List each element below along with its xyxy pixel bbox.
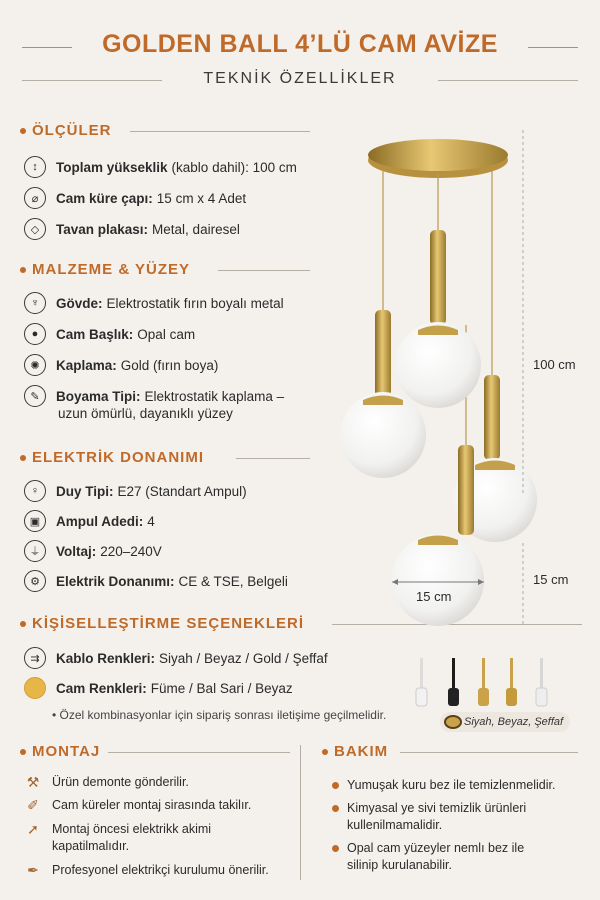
section-olculer: ÖLÇÜLER: [20, 122, 112, 139]
white-cable-swatch: [416, 658, 427, 706]
spec-value: Siyah / Beyaz / Gold / Şeffaf: [159, 650, 328, 666]
spec-row: [24, 677, 293, 699]
spec-label: Duy Tipi:: [56, 483, 114, 499]
section-rule: [108, 752, 290, 753]
height-icon: ↕: [24, 156, 46, 178]
spec-label: Tavan plakası:: [56, 221, 149, 237]
pen-icon: ✒: [27, 862, 39, 878]
spec-label: Elektrik Donanımı:: [56, 573, 175, 589]
section-malzeme: MALZEME & YÜZEY: [20, 261, 190, 278]
bakim-item: Opal cam yüzeyler nemlı bez ile silinip kurulanabilir.: [332, 840, 524, 874]
chandelier-illustration: [330, 125, 590, 635]
body-icon: ♆: [24, 292, 46, 314]
plug-icon: ➚: [27, 821, 39, 837]
bulb-count-icon: ▣: [24, 510, 46, 532]
spec-label: Ampul Adedi:: [56, 513, 144, 529]
glass-icon: ●: [24, 323, 46, 345]
section-rule: [400, 752, 578, 753]
wrench-icon: ⚒: [26, 774, 40, 790]
voltage-icon: ⏚: [24, 540, 46, 562]
pendant-rod: [430, 230, 446, 325]
spec-value: E27 (Standart Ampul): [117, 483, 247, 499]
spec-row: [24, 385, 284, 407]
cable-swatches: [410, 652, 560, 712]
montaj-item: ➚ Montaj öncesi elektrikk akimi kapatilmalıdır.: [24, 821, 211, 855]
plate-icon: ◇: [24, 218, 46, 240]
spec-value: Opal cam: [137, 326, 196, 342]
gold-cable-swatch-2: [506, 658, 517, 706]
spec-label: Gövde:: [56, 295, 103, 311]
screwdriver-icon: ✐: [27, 797, 39, 813]
spec-value: 220–240V: [100, 543, 162, 559]
montaj-item: ✐ Cam küreler montaj sirasında takilır.: [24, 797, 251, 814]
spec-label: Toplam yükseklik: [56, 159, 168, 175]
pendant-rod: [375, 310, 391, 400]
section-montaj: MONTAJ: [20, 743, 100, 760]
pendant-rod: [484, 375, 500, 460]
spec-value: Gold (fırın boya): [120, 357, 219, 373]
section-rule: [130, 131, 310, 132]
spec-row: [24, 540, 162, 562]
pendant-rod: [458, 445, 474, 535]
bullet-icon: [332, 845, 339, 852]
bakim-item: Yumuşak kuru bez ile temizlenmelidir.: [332, 777, 555, 794]
certificate-icon: ⚙: [24, 570, 46, 592]
spec-row: [24, 647, 328, 669]
swatch-caption: Siyah, Beyaz, Şeffaf: [464, 716, 564, 728]
montaj-item: ⚒ Ürün demonte gönderilir.: [24, 774, 189, 791]
globe: [392, 534, 484, 626]
glass-color-icon: [24, 677, 46, 699]
section-bakim: BAKIM: [322, 743, 388, 760]
spec-value-continued: uzun ömürlü, dayanıklı yüzey: [58, 406, 233, 421]
spec-value: 4: [147, 513, 155, 529]
spec-label: Kablo Renkleri:: [56, 650, 156, 666]
spec-row: [24, 187, 246, 209]
custom-note: • Özel kombinasyonlar için sipariş sonrası iletişime geçilmelidir.: [52, 708, 387, 722]
black-cable-swatch: [448, 658, 459, 706]
section-rule: [218, 270, 310, 271]
coating-icon: ✺: [24, 354, 46, 376]
page-subtitle: TEKNİK ÖZELLİKLER: [203, 70, 397, 87]
spec-label: Cam Renkleri:: [56, 680, 147, 696]
spec-row: [24, 480, 247, 502]
diameter-icon: ⌀: [24, 187, 46, 209]
spec-label: Kaplama:: [56, 357, 117, 373]
spec-row: [24, 354, 218, 376]
column-divider: [300, 745, 301, 880]
spec-value: (kablo dahil): 100 cm: [171, 159, 297, 175]
spec-value: Elektrostatik fırın boyalı metal: [106, 295, 284, 311]
paint-icon: ✎: [24, 385, 46, 407]
spec-value: 15 cm x 4 Adet: [156, 190, 247, 206]
gold-cable-swatch: [478, 658, 489, 706]
spec-row: [24, 510, 155, 532]
globe-swatch-icon: [444, 715, 462, 729]
spec-label: Cam Başlık:: [56, 326, 134, 342]
spec-value: Füme / Bal Sari / Beyaz: [150, 680, 293, 696]
spec-label: Voltaj:: [56, 543, 97, 559]
globe-height-label: 15 cm: [533, 572, 569, 587]
bakim-item: Kimyasal ye sivi temizlik ürünleri kullenilmamalidir.: [332, 800, 526, 834]
spec-row: [24, 292, 284, 314]
spec-row: [24, 218, 240, 240]
height-dimension-label: 100 cm: [533, 357, 576, 372]
globe-width-label: 15 cm: [416, 589, 452, 604]
clear-cable-swatch: [536, 658, 547, 706]
spec-value: Metal, dairesel: [152, 221, 240, 237]
bullet-icon: [332, 805, 339, 812]
spec-value: CE & TSE, Belgeli: [178, 573, 288, 589]
spec-label: Boyama Tipi:: [56, 388, 141, 404]
montaj-item: ✒ Profesyonel elektrikçi kurulumu önerilir.: [24, 862, 269, 879]
spec-value: Elektrostatik kaplama –: [144, 388, 285, 404]
bulb-icon: ♀: [24, 480, 46, 502]
cable-icon: ⇉: [24, 647, 46, 669]
spec-row: [24, 323, 195, 345]
section-kisisel: KİŞİSELLEŞTİRME SEÇENEKLERİ: [20, 615, 304, 632]
page-title: GOLDEN BALL 4’LÜ CAM AVİZE: [102, 30, 498, 58]
spec-row: [24, 570, 288, 592]
section-rule: [236, 458, 310, 459]
section-elektrik: ELEKTRİK DONANIMI: [20, 449, 204, 466]
bullet-icon: [332, 782, 339, 789]
spec-label: Cam küre çapı:: [56, 190, 153, 206]
spec-row: [24, 156, 297, 178]
